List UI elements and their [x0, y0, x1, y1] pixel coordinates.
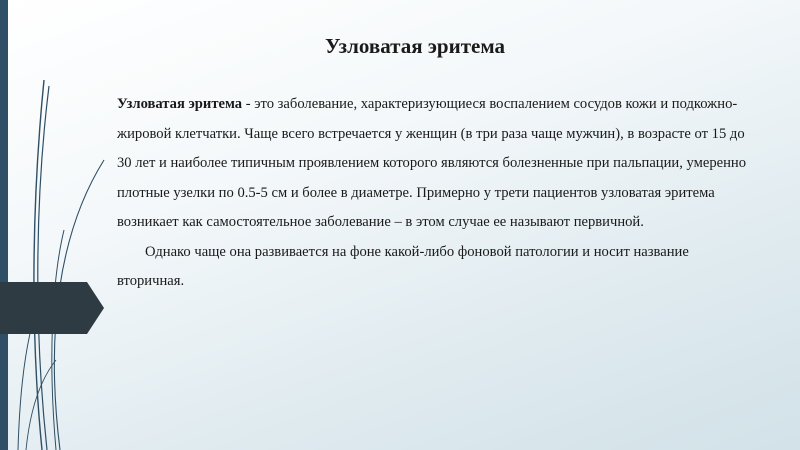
- defined-term: Узловатая эритема: [117, 96, 243, 112]
- decorative-curve: [52, 230, 64, 450]
- left-edge-strip: [0, 0, 8, 450]
- paragraph-primary: [117, 90, 757, 238]
- paragraph-secondary: Однако чаще она развивается на фоне какой-либо фоновой патологии и носит название вторичная.: [117, 243, 689, 289]
- slide-body: [117, 90, 757, 297]
- accent-bar: [0, 282, 104, 334]
- definition-text: - это заболевание, характеризующиеся воспалением сосудов кожи и подкожно-жировой клетчатки. Чаще всего встречается у женщин (в три раза чаще мужчин), в возрасте от 15 до 30 лет и наиболее типичным проявлением которого являются болезненные при пальпации, умеренно плотные узелки по 0.5-5 см и более в диаметре. Примерно у трети пациентов узловатая эритема возникает как самостоятельное заболевание – в этом случае ее называют первичной.: [117, 96, 747, 230]
- slide-title: Узловатая эритема: [324, 34, 506, 58]
